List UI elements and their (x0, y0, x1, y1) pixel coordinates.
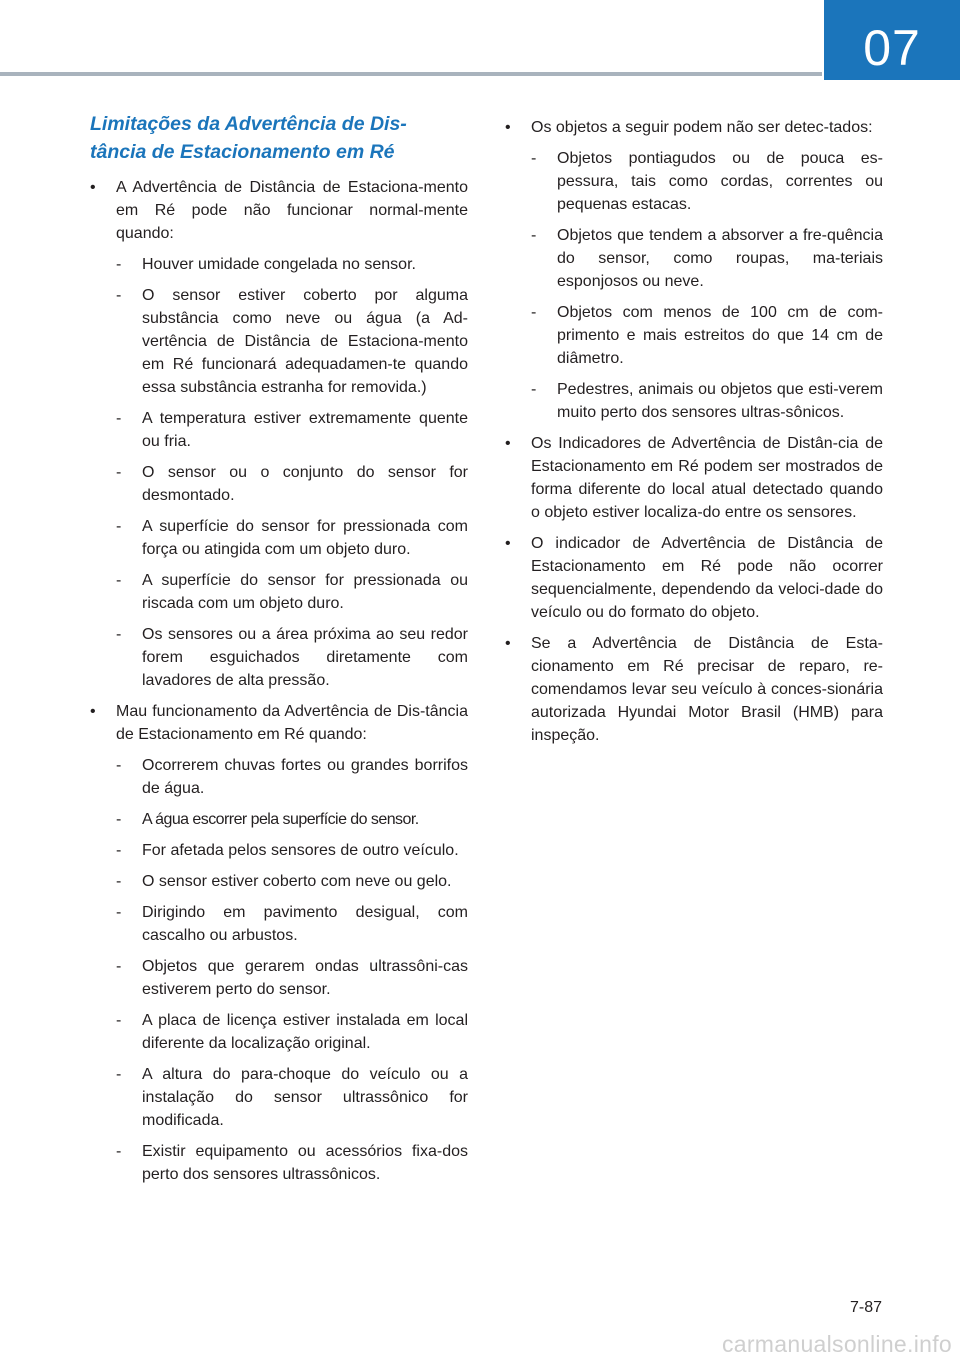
sub-item (531, 147, 883, 216)
dash-glyph: - (116, 626, 122, 643)
bullet-text: O indicador de Advertência de Distância de Estacionamento em Ré pode não ocorrer sequencialmente, dependendo da veloci-dade do veículo ou do formato do objeto. (531, 535, 883, 621)
sub-item (116, 1140, 468, 1186)
sub-item (116, 870, 468, 893)
dash-glyph: - (116, 873, 122, 890)
sub-item-text: Ocorrerem chuvas fortes ou grandes borrifos de água. (142, 757, 468, 797)
sub-item-text: Existir equipamento ou acessórios fixa-dos perto dos sensores ultrassônicos. (142, 1143, 468, 1183)
right-column (505, 116, 883, 755)
dash-glyph: - (116, 811, 122, 828)
bullet-item (505, 632, 883, 747)
sub-item (116, 623, 468, 692)
bullet-item (505, 116, 883, 424)
watermark: carmanualsonline.info (721, 1331, 952, 1357)
dash-glyph: - (116, 842, 122, 859)
bullet-glyph: • (90, 179, 96, 196)
dash-glyph: - (116, 757, 122, 774)
bullet-text: Os objetos a seguir podem não ser detec-tados: (531, 119, 873, 136)
sub-item-text: O sensor estiver coberto por alguma substância como neve ou água (a Ad-vertência de Distância de Estaciona-mento em Ré funcionará adequadamen-te quando essa substância estranha for removida.) (142, 287, 468, 396)
chapter-number: 07 (863, 20, 921, 76)
sub-item-text: Objetos que gerarem ondas ultrassôni-cas estiverem perto do sensor. (142, 958, 468, 998)
dash-glyph: - (116, 1143, 122, 1160)
section-title-line-1: Limitações da Advertência de Dis- (90, 113, 407, 135)
bullet-text: A Advertência de Distância de Estaciona-mento em Ré pode não funcionar normal-mente quando: (116, 179, 468, 242)
sub-item (531, 301, 883, 370)
sub-item (116, 461, 468, 507)
sub-item (116, 515, 468, 561)
sub-item (116, 407, 468, 453)
sub-item (116, 754, 468, 800)
sub-item (116, 808, 468, 831)
section-title (90, 110, 468, 166)
sub-item (531, 378, 883, 424)
dash-glyph: - (116, 410, 122, 427)
bullet-text: Os Indicadores de Advertência de Distân-cia de Estacionamento em Ré podem ser mostrados de forma diferente do local atual detectado quando o objeto estiver localiza-do entre os sensores. (531, 435, 883, 521)
dash-glyph: - (116, 1012, 122, 1029)
header-rule (0, 72, 822, 76)
sub-item-text: O sensor estiver coberto com neve ou gelo. (142, 873, 452, 890)
sub-item-text: A temperatura estiver extremamente quente ou fria. (142, 410, 468, 450)
sub-item (116, 1063, 468, 1132)
dash-glyph: - (116, 958, 122, 975)
bullet-glyph: • (505, 635, 511, 652)
left-bullet-list (90, 176, 468, 1186)
bullet-item (505, 532, 883, 624)
dash-glyph: - (116, 904, 122, 921)
right-bullet-list (505, 116, 883, 747)
sub-item (116, 253, 468, 276)
sub-item-text: Objetos com menos de 100 cm de com-primento e mais estreitos do que 14 cm de diâmetro. (557, 304, 883, 367)
chapter-tab (824, 0, 960, 80)
dash-glyph: - (116, 518, 122, 535)
sub-item-text: Pedestres, animais ou objetos que esti-verem muito perto dos sensores ultras-sônicos. (557, 381, 883, 421)
section-title-line-2: tância de Estacionamento em Ré (90, 141, 395, 163)
dash-glyph: - (531, 227, 537, 244)
bullet-item (505, 432, 883, 524)
sub-item-text: A água escorrer pela superfície do sensor. (142, 811, 419, 828)
sub-item (116, 284, 468, 399)
dash-glyph: - (531, 150, 537, 167)
bullet-glyph: • (505, 119, 511, 136)
sub-item-text: A placa de licença estiver instalada em local diferente da localização original. (142, 1012, 468, 1052)
dash-glyph: - (116, 464, 122, 481)
sub-item (531, 224, 883, 293)
dash-glyph: - (116, 1066, 122, 1083)
sub-item (116, 955, 468, 1001)
left-column (90, 110, 468, 1194)
sub-item-text: A superfície do sensor for pressionada ou riscada com um objeto duro. (142, 572, 468, 612)
sub-list (116, 253, 468, 692)
sub-item-text: For afetada pelos sensores de outro veículo. (142, 842, 459, 859)
sub-item-text: A altura do para-choque do veículo ou a instalação do sensor ultrassônico for modificada. (142, 1066, 468, 1129)
sub-item-text: Houver umidade congelada no sensor. (142, 256, 416, 273)
sub-item (116, 901, 468, 947)
sub-item-text: Objetos pontiagudos ou de pouca es-pessura, tais como cordas, correntes ou pequenas estacas. (557, 150, 883, 213)
sub-item-text: Dirigindo em pavimento desigual, com cascalho ou arbustos. (142, 904, 468, 944)
sub-item-text: Objetos que tendem a absorver a fre-quência do sensor, como roupas, ma-teriais esponjosos ou neve. (557, 227, 883, 290)
sub-item (116, 839, 468, 862)
sub-item-text: A superfície do sensor for pressionada com força ou atingida com um objeto duro. (142, 518, 468, 558)
dash-glyph: - (116, 572, 122, 589)
sub-list (116, 754, 468, 1186)
bullet-item (90, 176, 468, 692)
dash-glyph: - (531, 381, 537, 398)
bullet-text: Mau funcionamento da Advertência de Dis-tância de Estacionamento em Ré quando: (116, 703, 468, 743)
dash-glyph: - (116, 256, 122, 273)
dash-glyph: - (531, 304, 537, 321)
bullet-glyph: • (505, 435, 511, 452)
sub-item-text: O sensor ou o conjunto do sensor for desmontado. (142, 464, 468, 504)
bullet-item (90, 700, 468, 1186)
sub-list (531, 147, 883, 424)
sub-item (116, 569, 468, 615)
sub-item-text: Os sensores ou a área próxima ao seu redor forem esguichados diretamente com lavadores de alta pressão. (142, 626, 468, 689)
sub-item (116, 1009, 468, 1055)
page-number: 7-87 (849, 1299, 882, 1316)
bullet-glyph: • (90, 703, 96, 720)
dash-glyph: - (116, 287, 122, 304)
bullet-glyph: • (505, 535, 511, 552)
bullet-text: Se a Advertência de Distância de Esta-cionamento em Ré precisar de reparo, re-comendamos levar seu veículo à conces-sionária autorizada Hyundai Motor Brasil (HMB) para inspeção. (531, 635, 883, 744)
